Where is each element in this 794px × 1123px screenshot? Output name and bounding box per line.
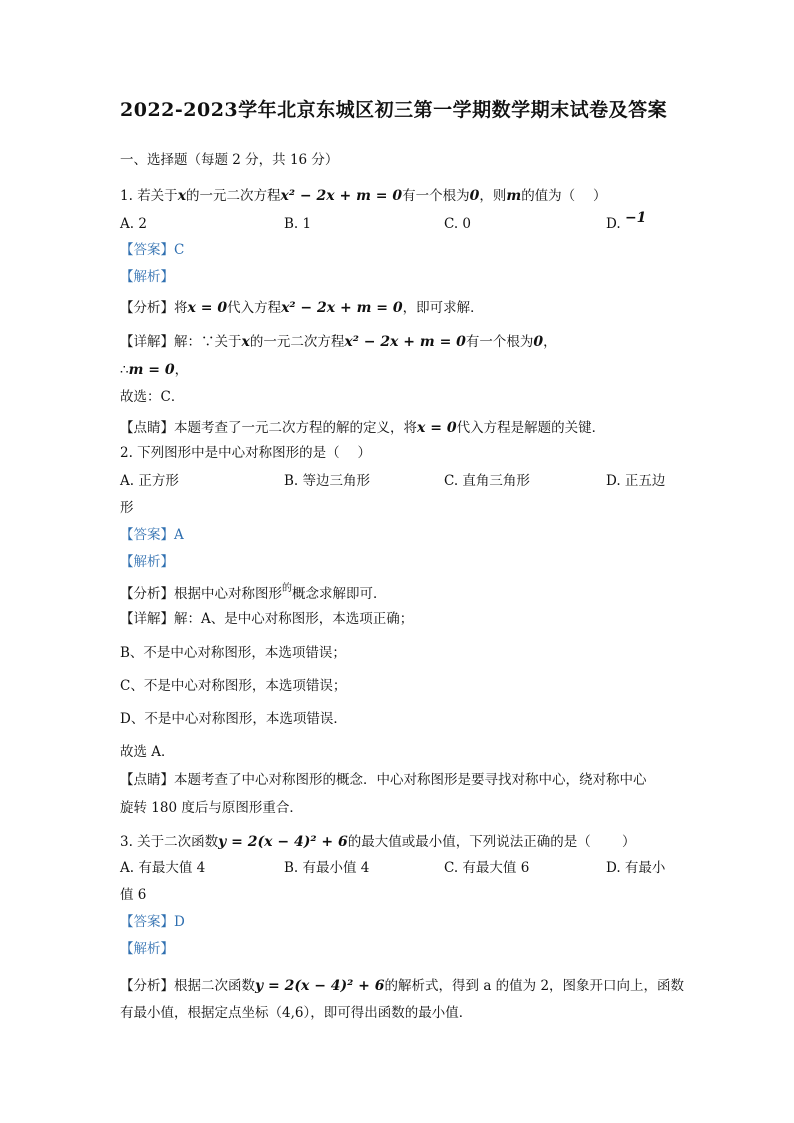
q2-option-d: D. 正五边 [606,473,666,489]
q3-fenxi-line1: 【分析】根据二次函数y = 2(x − 4)² + 6的解析式，得到 a 的值为 2，图象开口向上，函数 [120,978,685,994]
q3-fenxi-line2: 有最小值，根据定点坐标（4,6），即可得出函数的最小值． [120,1005,473,1021]
question-1: 1. 若关于x的一元二次方程x² − 2x + m = 0有一个根为0，则m的值为（ ） [120,188,607,204]
q2-option-c: C. 直角三角形 [444,473,530,489]
q3-option-a: A. 有最大值 4 [120,860,206,876]
q2-answer: 【答案】A [120,527,184,543]
q2-analysis-label: 【解析】 [120,554,174,570]
q1-option-a: A. 2 [120,216,147,232]
q2-xiangjie: 【详解】解：A、是中心对称图形，本选项正确； [120,611,414,627]
q1-analysis-label: 【解析】 [120,269,174,285]
document-title: 2022-2023学年北京东城区初三第一学期数学期末试卷及答案 [120,99,668,121]
q1-therefore: ∴m = 0， [120,362,189,378]
section-heading: 一、选择题（每题 2 分，共 16 分） [120,152,339,168]
question-2: 2. 下列图形中是中心对称图形的是（ ） [120,445,371,461]
q3-option-d: D. 有最小 [606,860,666,876]
q2-line-d: D、不是中心对称图形，本选项错误． [120,711,347,727]
q2-choose: 故选 A． [120,744,175,760]
question-3: 3. 关于二次函数y = 2(x − 4)² + 6的最大值或最小值，下列说法正确的是（ ） [120,834,636,850]
q1-option-d: D. −1 [606,210,647,232]
math-equation: y = 2(x − 4)² + 6 [218,834,348,850]
q3-option-b: B. 有最小值 4 [284,860,370,876]
q1-fenxi: 【分析】将x = 0代入方程x² − 2x + m = 0，即可求解． [120,300,484,316]
q1-option-c: C. 0 [444,216,472,232]
q2-option-a: A. 正方形 [120,473,179,489]
q1-choose: 故选：C． [120,389,185,405]
q1-answer: 【答案】C [120,242,185,258]
q2-option-d-wrap: 形 [120,500,134,516]
q2-fenxi: 【分析】根据中心对称图形$^的$概念求解即可． [120,583,387,602]
q2-line-c: C、不是中心对称图形，本选项错误； [120,678,347,694]
q3-option-d-wrap: 值 6 [120,887,147,903]
q2-option-b: B. 等边三角形 [284,473,371,489]
q3-option-c: C. 有最大值 6 [444,860,530,876]
q3-answer: 【答案】D [120,914,185,930]
q2-dianjing-line1: 【点睛】本题考查了中心对称图形的概念．中心对称图形是要寻找对称中心，绕对称中心 [120,772,647,788]
q1-xiangjie: 【详解】解：∵关于x的一元二次方程x² − 2x + m = 0有一个根为0， [120,334,557,350]
q2-line-b: B、不是中心对称图形，本选项错误； [120,645,346,661]
q3-analysis-label: 【解析】 [120,941,174,957]
q1-dianjing: 【点睛】本题考查了一元二次方程的解的定义，将x = 0代入方程是解题的关键． [120,420,606,436]
q2-dianjing-line2: 旋转 180 度后与原图形重合． [120,800,303,816]
math-equation: x² − 2x + m = 0 [280,188,403,204]
q1-option-b: B. 1 [284,216,312,232]
